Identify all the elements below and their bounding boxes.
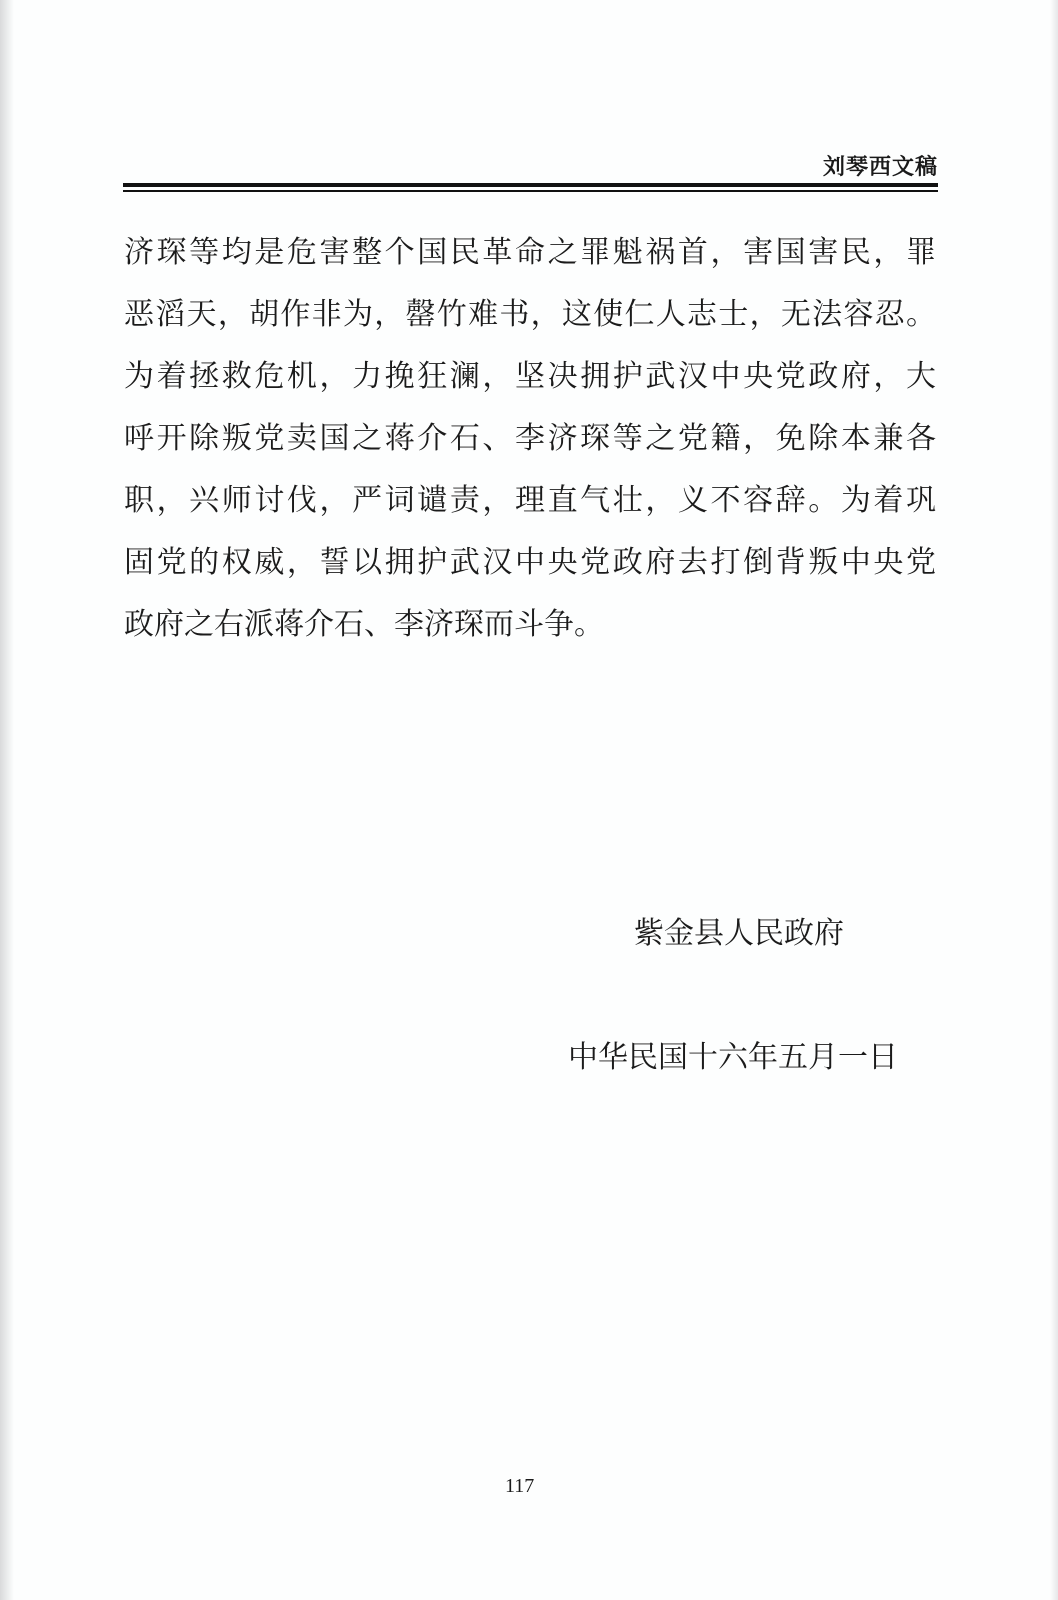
signature-date: 中华民国十六年五月一日: [568, 1040, 898, 1075]
body-line-6: 固党的权威，誓以拥护武汉中央党政府去打倒背叛中央党: [124, 545, 936, 580]
header-rule-thick: [123, 183, 938, 187]
page-binding-shadow: [0, 0, 14, 1600]
body-line-1: 济琛等均是危害整个国民革命之罪魁祸首，害国害民，罪: [124, 235, 936, 270]
page-number: 117: [505, 1475, 535, 1497]
header-rule-thin: [123, 190, 938, 192]
body-line-2: 恶滔天，胡作非为，罄竹难书，这使仁人志士，无法容忍。: [124, 297, 936, 332]
body-line-4: 呼开除叛党卖国之蒋介石、李济琛等之党籍，免除本兼各: [124, 421, 936, 456]
running-header-title: 刘琴西文稿: [822, 155, 938, 180]
body-paragraph: [124, 222, 936, 656]
page-edge-shadow: [1050, 0, 1058, 1600]
body-line-5: 职，兴师讨伐，严词谴责，理直气壮，义不容辞。为着巩: [124, 483, 936, 518]
body-line-7: 政府之右派蒋介石、李济琛而斗争。: [124, 607, 604, 642]
signature-organization: 紫金县人民政府: [634, 916, 844, 951]
body-line-3: 为着拯救危机，力挽狂澜，坚决拥护武汉中央党政府，大: [124, 359, 936, 394]
